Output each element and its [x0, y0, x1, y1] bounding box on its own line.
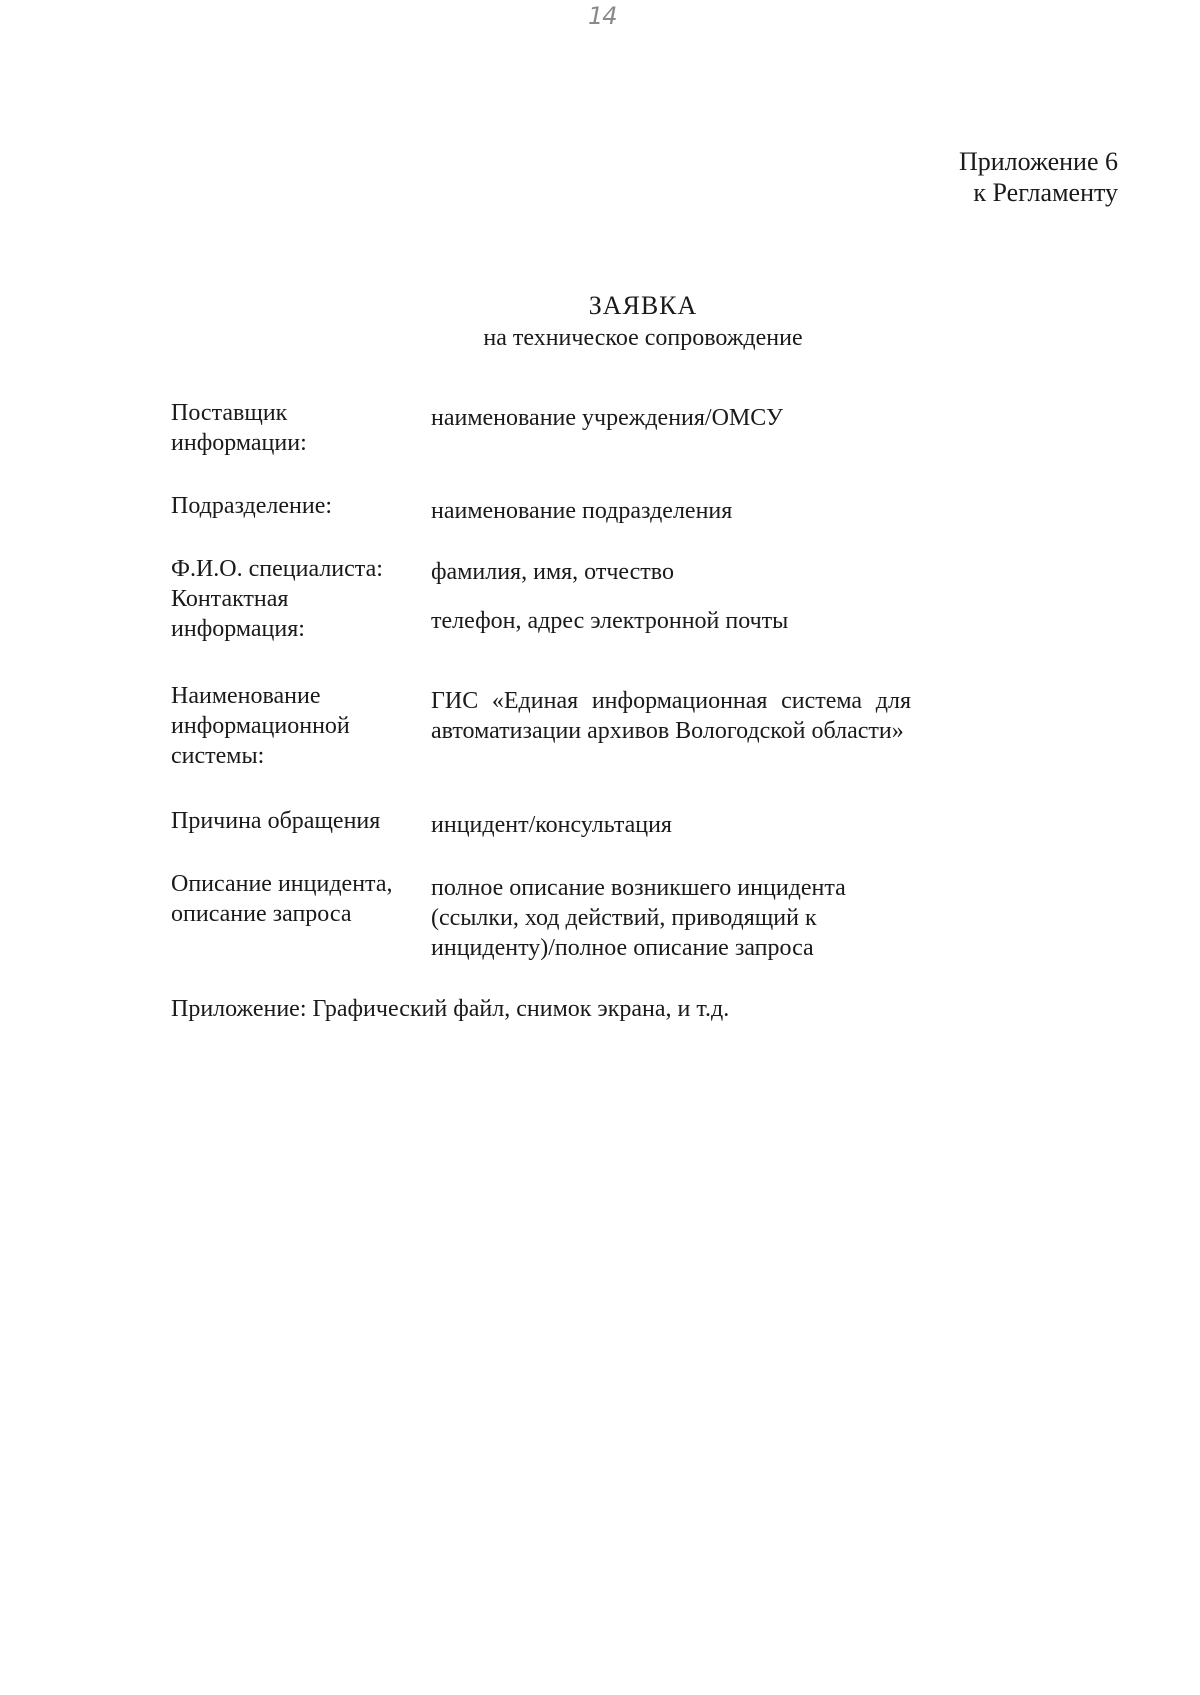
- department-label: Подразделение:: [171, 493, 333, 519]
- appendix-line-1: Приложение 6: [958, 147, 1118, 176]
- contact-label: Контактная информация:: [171, 586, 305, 642]
- specialist-value: фамилия, имя, отчество: [431, 559, 674, 585]
- contact-value: телефон, адрес электронной почты: [431, 608, 789, 634]
- handwritten-page-number: 14: [588, 2, 617, 30]
- description-value: полное описание возникшего инцидента (ссылки, ход действий, приводящий к инциденту)/полное описание запроса: [431, 875, 846, 961]
- description-label: Описание инцидента, описание запроса: [171, 871, 393, 927]
- reason-value: инцидент/консультация: [431, 812, 672, 838]
- document-title: ЗАЯВКА: [588, 291, 698, 320]
- provider-label: Поставщик информации:: [171, 400, 307, 456]
- attachment-note: Приложение: Графический файл, снимок экрана, и т.д.: [171, 996, 730, 1022]
- specialist-label: Ф.И.О. специалиста:: [171, 556, 383, 582]
- document-subtitle: на техническое сопровождение: [483, 325, 803, 351]
- provider-value: наименование учреждения/ОМСУ: [431, 405, 783, 431]
- department-value: наименование подразделения: [431, 498, 733, 524]
- reason-label: Причина обращения: [171, 808, 381, 834]
- appendix-line-2: к Регламенту: [973, 178, 1118, 207]
- system-name-value: ГИС «Единая информационная система для автоматизации архивов Вологодской области»: [431, 688, 911, 744]
- system-name-label: Наименование информационной системы:: [171, 683, 350, 769]
- appendix-reference: [959, 146, 1118, 208]
